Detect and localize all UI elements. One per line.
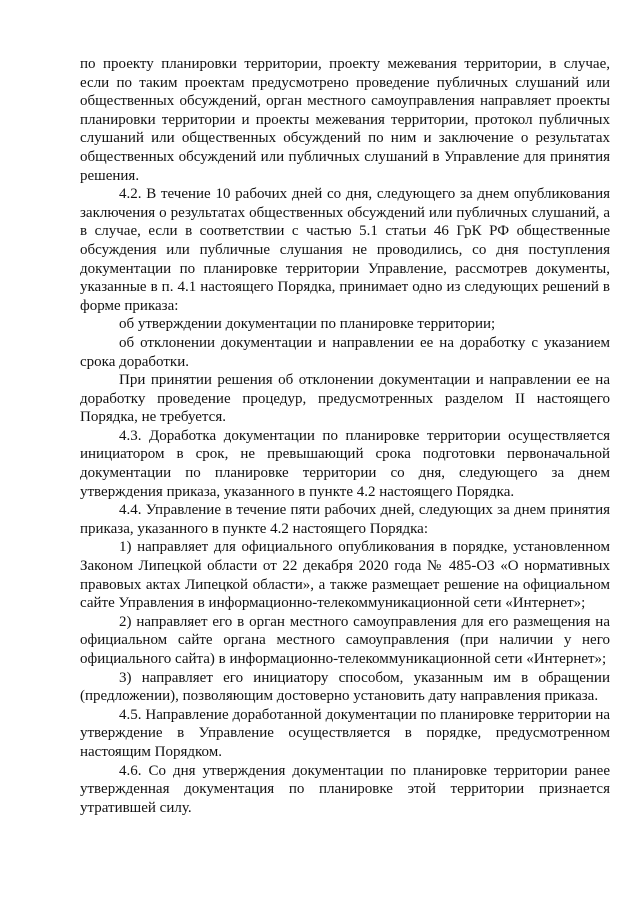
paragraph-4-2: 4.2. В течение 10 рабочих дней со дня, следующего за днем опубликования заключения о результатах общественных обсуждений или публичных слушаний, а в случае, если в соответствии с частью 5.1 статьи 46 ГрК РФ общественные обсуждения или публичные слушания не проводились, со дня поступления документации по планировке территории Управление, рассмотрев документы, указанные в п. 4.1 настоящего Порядка, принимает одно из следующих решений в форме приказа: [80,186,610,314]
paragraph-option-reject: об отклонении документации и направлении ее на доработку с указанием срока доработки. [80,334,610,370]
paragraph-4-5: 4.5. Направление доработанной документации по планировке территории на утверждение в Управление осуществляется в порядке, предусмотренном настоящим Порядком. [80,706,610,760]
paragraph-4-3: 4.3. Доработка документации по планировке территории осуществляется инициатором в срок, не превышающий срока подготовки первоначальной документации по планировке территории со дня, следующего за днем утверждения приказа, указанного в пункте 4.2 настоящего Порядка. [80,427,610,500]
paragraph-rejection-note: При принятии решения об отклонении документации и направлении ее на доработку проведение процедур, предусмотренных разделом II настоящего Порядка, не требуется. [80,372,610,426]
document-page [80,55,610,817]
paragraph-4-4-item-2: 2) направляет его в орган местного самоуправления для его размещения на официальном сайте органа местного самоуправления (при наличии у него официального сайта) в информационно-телекоммуникационной сети «Интернет»; [80,613,610,667]
paragraph-4-4: 4.4. Управление в течение пяти рабочих дней, следующих за днем принятия приказа, указанного в пункте 4.2 настоящего Порядка: [80,502,610,537]
paragraph-4-4-item-3: 3) направляет его инициатору способом, указанным им в обращении (предложении), позволяющим достоверно установить дату направления приказа. [80,669,610,705]
paragraph-continuation: по проекту планировки территории, проекту межевания территории, в случае, если по таким проектам предусмотрено проведение публичных слушаний или общественных обсуждений, орган местного самоуправления направляет проекты планировки территории и проекты межевания территории, протокол публичных слушаний или общественных обсуждений по ним и заключение о результатах общественных обсуждений или публичных слушаний в Управление для принятия решения. [80,56,610,184]
paragraph-option-approve: об утверждении документации по планировке территории; [119,316,496,333]
paragraph-4-6: 4.6. Со дня утверждения документации по планировке территории ранее утвержденная документация по планировке этой территории признается утратившей силу. [80,762,610,816]
paragraph-4-4-item-1: 1) направляет для официального опубликования в порядке, установленном Законом Липецкой области от 22 декабря 2020 года № 485-ОЗ «О нормативных правовых актах Липецкой области», а также размещает решение на официальном сайте Управления в информационно-телекоммуникационной сети «Интернет»; [80,539,610,612]
